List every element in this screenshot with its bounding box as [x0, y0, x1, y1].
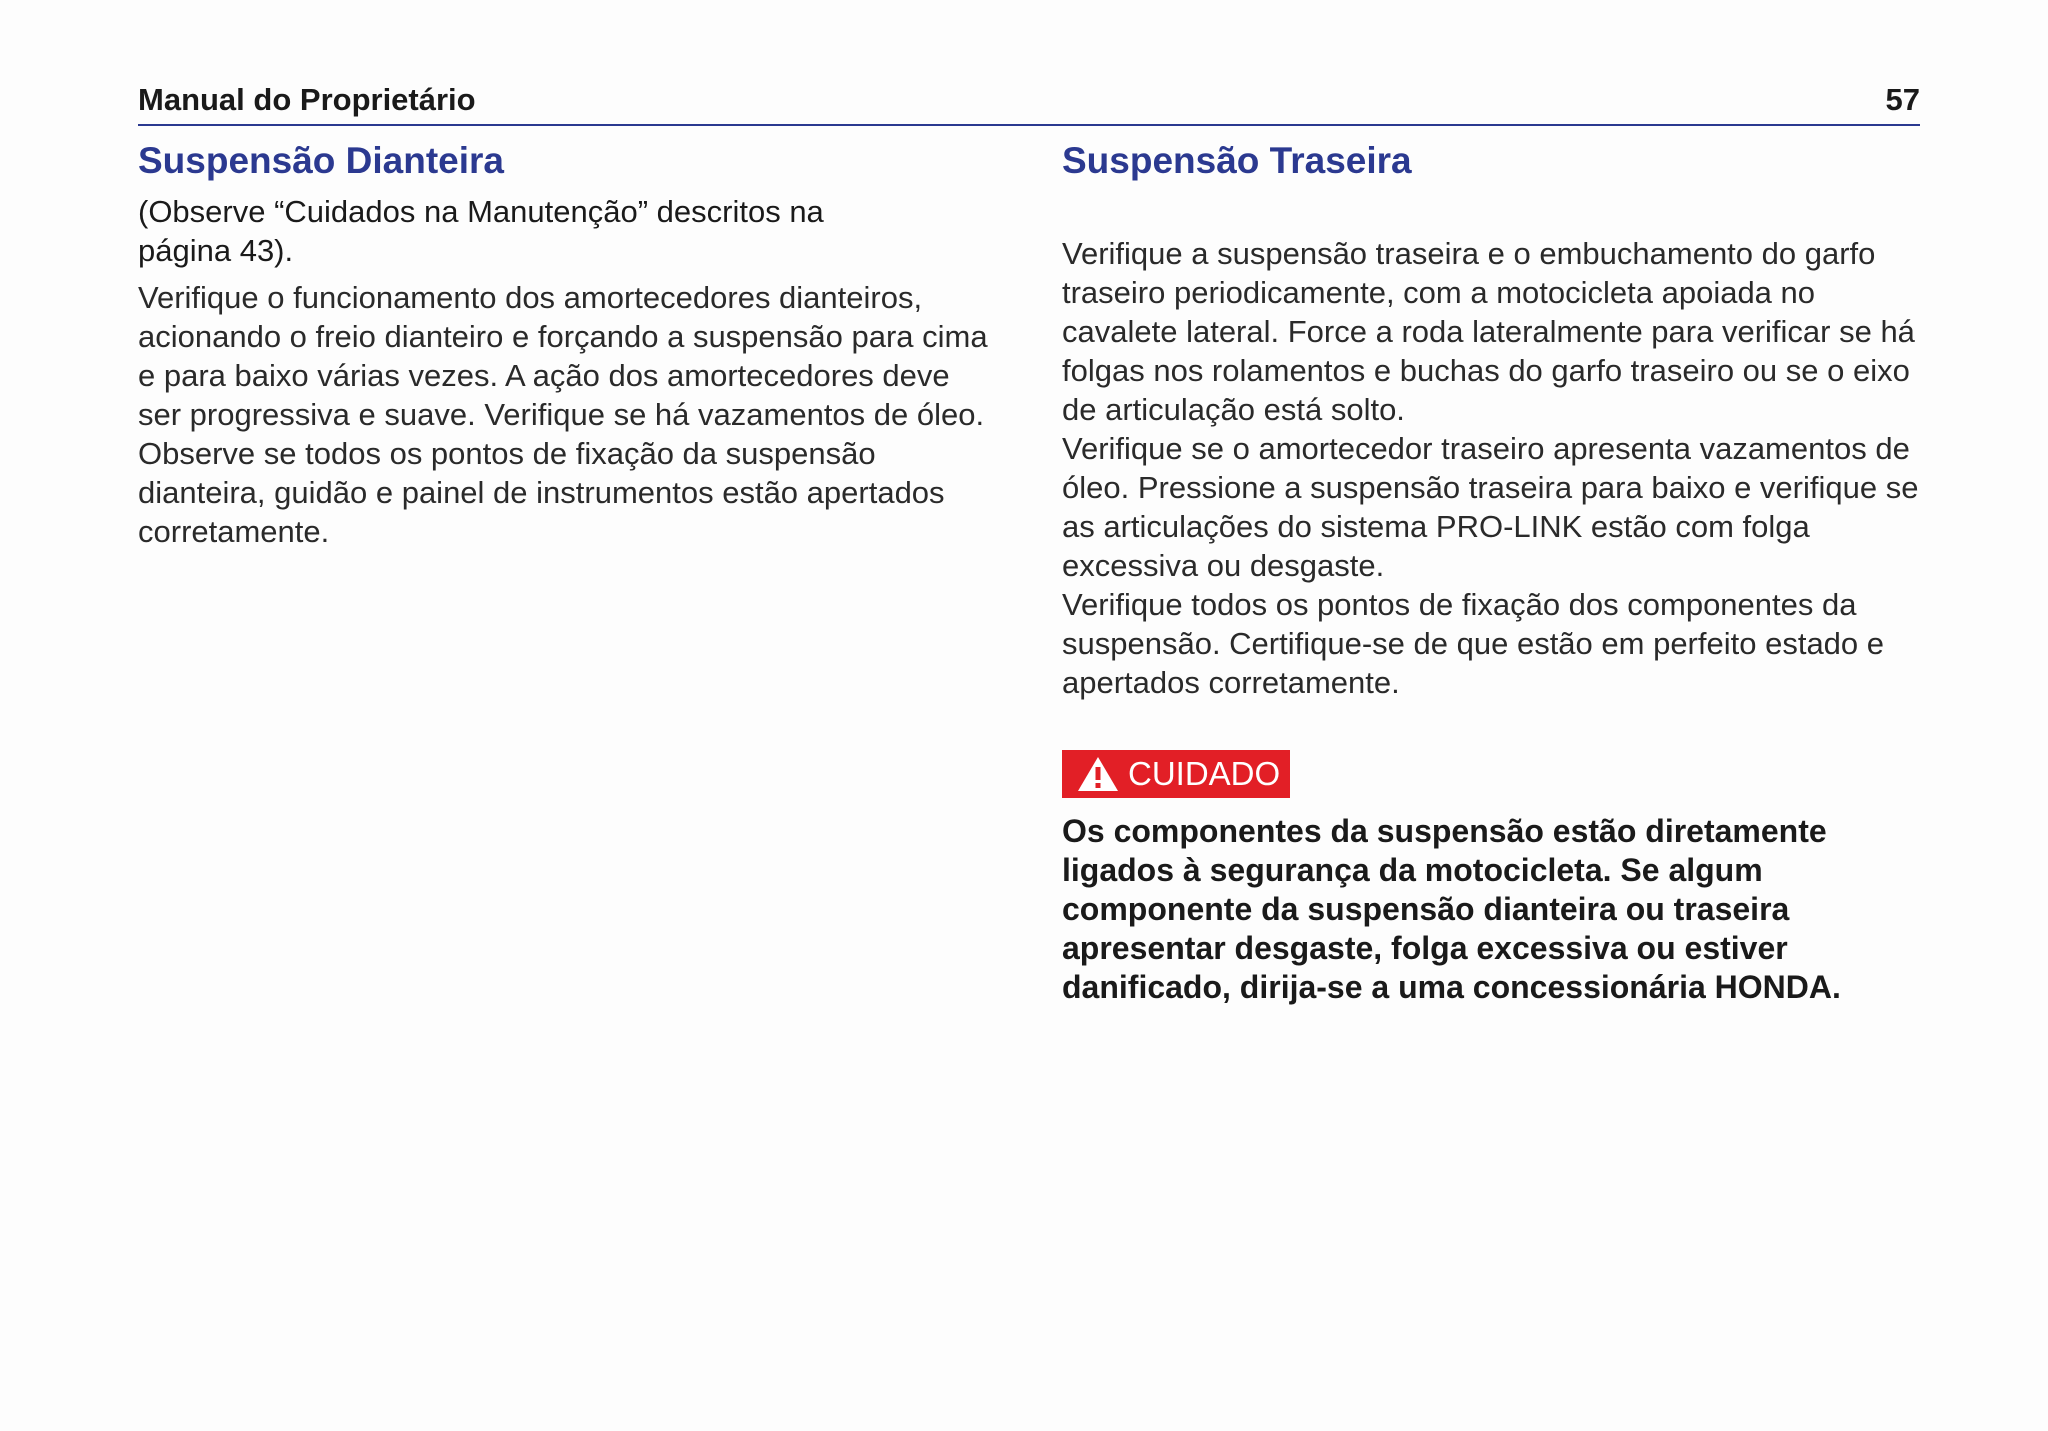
warning-triangle-icon — [1076, 755, 1120, 793]
rear-suspension-para-3: Verifique todos os pontos de fixação dos componentes da suspensão. Certifique-se de que estão em perfeito estado e apertados corretamente. — [1062, 587, 1885, 700]
caution-badge — [1062, 750, 1290, 798]
maintenance-note-line2: página 43). — [138, 233, 294, 268]
rear-suspension-title: Suspensão Traseira — [1062, 140, 1412, 181]
maintenance-note-line1: (Observe “Cuidados na Manutenção” descritos na — [138, 194, 824, 229]
rear-suspension-para-1: Verifique a suspensão traseira e o embuchamento do garfo traseiro periodicamente, com a motocicleta apoiada no cavalete lateral. Force a roda lateralmente para verificar se há folgas nos rolamentos e buchas do garfo traseiro ou se o eixo de articulação está solto. — [1062, 236, 1915, 427]
page-number: 57 — [1885, 82, 1920, 117]
rear-suspension-section — [1062, 138, 1932, 1007]
caution-text: Os componentes da suspensão estão diretamente ligados à segurança da motocicleta. Se algum componente da suspensão dianteira ou traseira apresentar desgaste, folga excessiva ou estiver danificado, dirija-se a uma concessionária HONDA. — [1062, 813, 1841, 1005]
front-suspension-title: Suspensão Dianteira — [138, 140, 505, 181]
page-header — [138, 78, 1920, 126]
front-suspension-body: Verifique o funcionamento dos amortecedores dianteiros, acionando o freio dianteiro e forçando a suspensão para cima e para baixo várias vezes. A ação dos amortecedores deve ser progressiva e suave. Verifique se há vazamentos de óleo. Observe se todos os pontos de fixação da suspensão dianteira, guidão e painel de instrumentos estão apertados corretamente. — [138, 280, 988, 549]
caution-label: CUIDADO — [1128, 755, 1281, 792]
front-suspension-section — [138, 138, 998, 551]
manual-title: Manual do Proprietário — [138, 82, 476, 117]
maintenance-note — [138, 192, 998, 270]
rear-suspension-para-2: Verifique se o amortecedor traseiro apresenta vazamentos de óleo. Pressione a suspensão traseira para baixo e verifique se as articulações do sistema PRO-LINK estão com folga excessiva ou desgaste. — [1062, 431, 1919, 583]
